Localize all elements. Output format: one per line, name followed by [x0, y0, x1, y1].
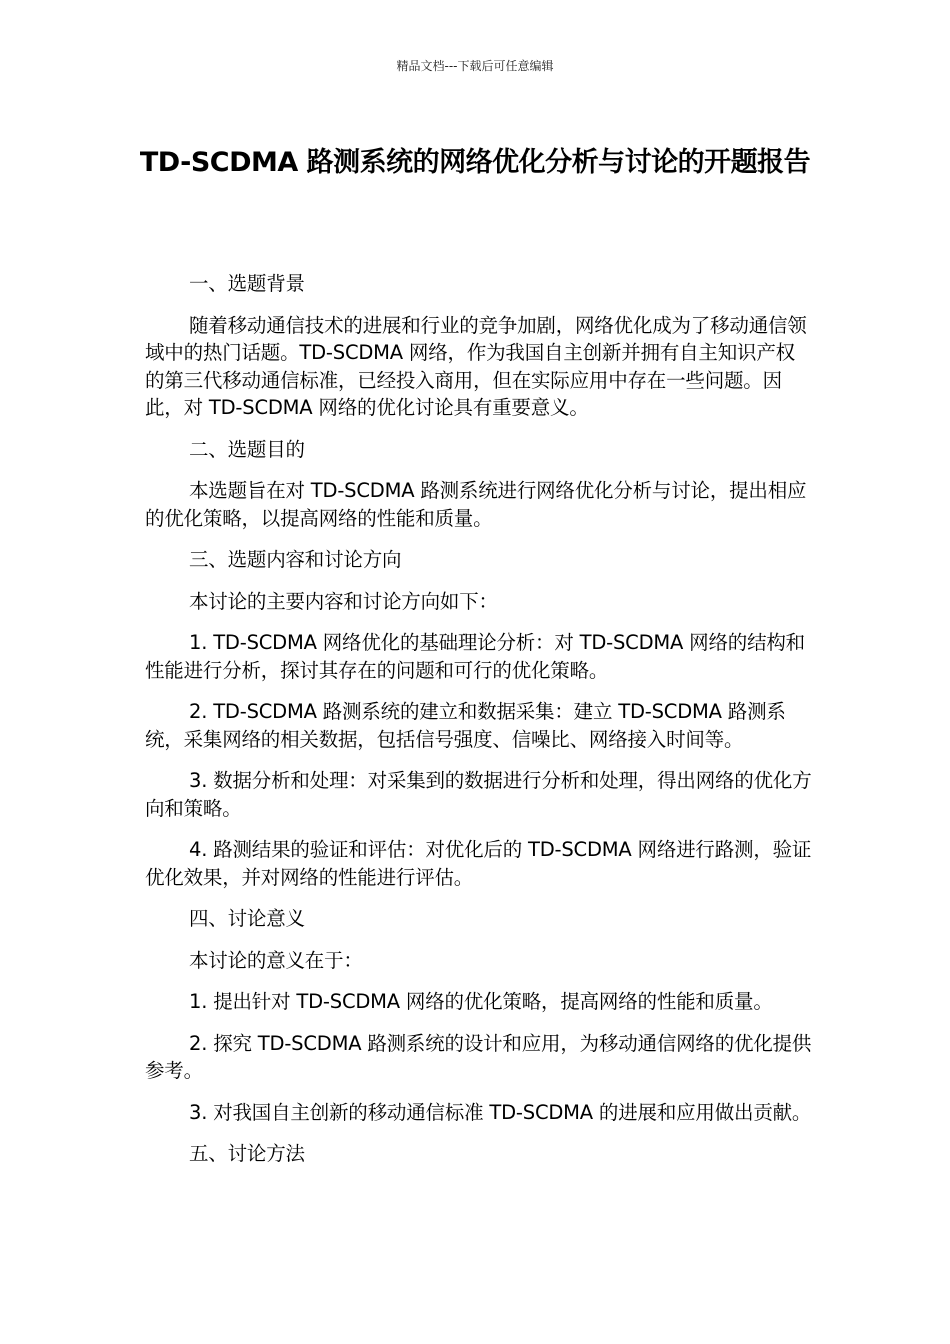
- document-body: [145, 270, 813, 1182]
- list-item-content-2: 2. TD-SCDMA 路测系统的建立和数据采集：建立 TD-SCDMA 路测系统，采集网络的相关数据，包括信号强度、信噪比、网络接入时间等。: [145, 700, 786, 751]
- header-note: 精品文档---下载后可任意编辑: [396, 59, 554, 73]
- paragraph-background: 随着移动通信技术的进展和行业的竞争加剧，网络优化成为了移动通信领域中的热门话题。TD-SCDMA 网络，作为我国自主创新并拥有自主知识产权的第三代移动通信标准，已经投入商用，但在实际应用中存在一些问题。因此，对 TD-SCDMA 网络的优化讨论具有重要意义。: [145, 313, 807, 419]
- section-heading-background: 一、选题背景: [189, 272, 305, 295]
- section-heading-content: 三、选题内容和讨论方向: [189, 548, 402, 571]
- paragraph-content-intro: 本讨论的主要内容和讨论方向如下：: [189, 589, 498, 613]
- section-heading-methods: 五、讨论方法: [189, 1142, 305, 1165]
- section-heading-purpose: 二、选题目的: [189, 437, 305, 461]
- document-title: TD-SCDMA 路测系统的网络优化分析与讨论的开题报告: [139, 147, 811, 178]
- paragraph-significance-intro: 本讨论的意义在于：: [189, 948, 363, 972]
- paragraph-purpose: 本选题旨在对 TD-SCDMA 路测系统进行网络优化分析与讨论，提出相应的优化策略，以提高网络的性能和质量。: [145, 479, 807, 530]
- list-item-significance-1: 1. 提出针对 TD-SCDMA 网络的优化策略，提高网络的性能和质量。: [189, 990, 773, 1013]
- section-heading-significance: 四、讨论意义: [189, 907, 305, 930]
- list-item-significance-3: 3. 对我国自主创新的移动通信标准 TD-SCDMA 的进展和应用做出贡献。: [189, 1100, 812, 1124]
- list-item-content-4: 4. 路测结果的验证和评估：对优化后的 TD-SCDMA 网络进行路测，验证优化效果，并对网络的性能进行评估。: [145, 838, 812, 889]
- list-item-content-3: 3. 数据分析和处理：对采集到的数据进行分析和处理，得出网络的优化方向和策略。: [145, 769, 812, 820]
- list-item-content-1: 1. TD-SCDMA 网络优化的基础理论分析：对 TD-SCDMA 网络的结构和性能进行分析，探讨其存在的问题和可行的优化策略。: [145, 631, 805, 682]
- list-item-significance-2: 2. 探究 TD-SCDMA 路测系统的设计和应用，为移动通信网络的优化提供参考。: [145, 1031, 812, 1082]
